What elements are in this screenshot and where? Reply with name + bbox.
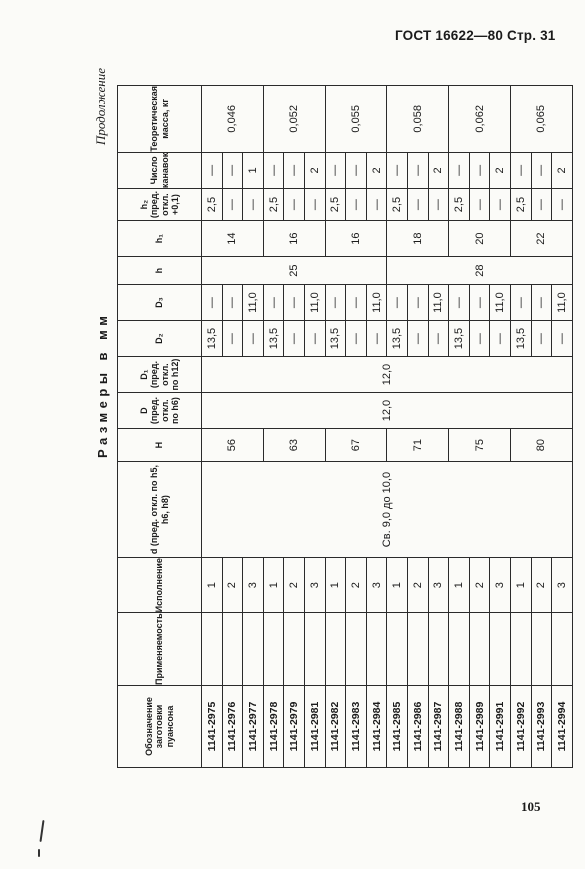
h1-cell: 18: [387, 221, 449, 257]
D3-cell: —: [202, 285, 223, 321]
D3-cell: —: [531, 285, 552, 321]
applicability-cell: [243, 613, 264, 686]
version-cell: 1: [202, 558, 223, 613]
h2-cell: —: [490, 189, 511, 221]
version-cell: 2: [284, 558, 305, 613]
designation-cell: 1141-2989: [469, 686, 490, 768]
h2-cell: 2,5: [202, 189, 223, 221]
applicability-cell: [284, 613, 305, 686]
designation-cell: 1141-2985: [387, 686, 408, 768]
h2-cell: —: [366, 189, 387, 221]
version-cell: 3: [552, 558, 573, 613]
designation-cell: 1141-2982: [325, 686, 346, 768]
D3-cell: —: [387, 285, 408, 321]
applicability-cell: [531, 613, 552, 686]
version-cell: 2: [222, 558, 243, 613]
D2-cell: —: [552, 321, 573, 357]
flats-cell: —: [325, 152, 346, 188]
header-flats: Число канавок: [118, 152, 202, 188]
H-cell: 63: [263, 429, 325, 462]
D2-cell: —: [366, 321, 387, 357]
h-cell: 25: [202, 257, 387, 285]
mass-cell: 0,046: [202, 85, 264, 152]
h-cell: 28: [387, 257, 572, 285]
header-mass: Теоретическая масса, кг: [118, 85, 202, 152]
D2-cell: —: [531, 321, 552, 357]
flats-cell: 2: [552, 152, 573, 188]
designation-cell: 1141-2992: [510, 686, 531, 768]
h1-cell: 20: [449, 221, 511, 257]
margin-mark: [39, 820, 44, 842]
D2-cell: —: [490, 321, 511, 357]
h1-cell: 22: [510, 221, 572, 257]
D3-cell: —: [222, 285, 243, 321]
flats-cell: —: [387, 152, 408, 188]
D2-cell: —: [284, 321, 305, 357]
header-D2: D₂: [118, 321, 202, 357]
applicability-cell: [202, 613, 223, 686]
H-cell: 80: [510, 429, 572, 462]
dimensions-table: [117, 85, 573, 768]
header-H: H: [118, 429, 202, 462]
page-header: ГОСТ 16622—80 Стр. 31: [395, 28, 556, 43]
h2-cell: 2,5: [387, 189, 408, 221]
flats-cell: 2: [490, 152, 511, 188]
designation-cell: 1141-2986: [407, 686, 428, 768]
h1-cell: 16: [325, 221, 387, 257]
applicability-cell: [263, 613, 284, 686]
D2-cell: 13,5: [325, 321, 346, 357]
D3-cell: —: [325, 285, 346, 321]
header-h1: h₁: [118, 221, 202, 257]
designation-cell: 1141-2991: [490, 686, 511, 768]
version-cell: 2: [407, 558, 428, 613]
D3-cell: 11,0: [243, 285, 264, 321]
D2-cell: —: [346, 321, 367, 357]
D3-cell: 11,0: [428, 285, 449, 321]
D2-cell: —: [243, 321, 264, 357]
version-cell: 1: [510, 558, 531, 613]
header-designation: Обозначение заготовки пуансона: [118, 686, 202, 768]
flats-cell: 1: [243, 152, 264, 188]
flats-cell: —: [222, 152, 243, 188]
h2-cell: —: [469, 189, 490, 221]
applicability-cell: [490, 613, 511, 686]
designation-cell: 1141-2979: [284, 686, 305, 768]
applicability-cell: [510, 613, 531, 686]
h2-cell: —: [222, 189, 243, 221]
h2-cell: 2,5: [449, 189, 470, 221]
D2-cell: 13,5: [202, 321, 223, 357]
designation-cell: 1141-2994: [552, 686, 573, 768]
h2-cell: 2,5: [510, 189, 531, 221]
h2-cell: —: [346, 189, 367, 221]
applicability-cell: [552, 613, 573, 686]
header-version: Исполнение: [118, 558, 202, 613]
applicability-cell: [304, 613, 325, 686]
applicability-cell: [469, 613, 490, 686]
rotated-table-block: [93, 48, 568, 768]
D3-cell: —: [263, 285, 284, 321]
designation-cell: 1141-2987: [428, 686, 449, 768]
h2-cell: —: [552, 189, 573, 221]
designation-cell: 1141-2983: [346, 686, 367, 768]
D-cell: 12,0: [202, 393, 573, 429]
mass-cell: 0,052: [263, 85, 325, 152]
h2-cell: —: [284, 189, 305, 221]
D2-cell: 13,5: [263, 321, 284, 357]
D3-cell: —: [346, 285, 367, 321]
h2-cell: —: [428, 189, 449, 221]
flats-cell: —: [202, 152, 223, 188]
designation-cell: 1141-2976: [222, 686, 243, 768]
flats-cell: —: [346, 152, 367, 188]
mass-cell: 0,062: [449, 85, 511, 152]
h1-cell: 14: [202, 221, 264, 257]
D2-cell: —: [407, 321, 428, 357]
designation-cell: 1141-2978: [263, 686, 284, 768]
D3-cell: 11,0: [366, 285, 387, 321]
D2-cell: —: [222, 321, 243, 357]
header-applicability: Применяемость: [118, 613, 202, 686]
flats-cell: —: [407, 152, 428, 188]
D1-cell: 12,0: [202, 357, 573, 393]
header-h2: h₂ (пред. откл. +0,1): [118, 189, 202, 221]
header-h: h: [118, 257, 202, 285]
D3-cell: —: [510, 285, 531, 321]
D2-cell: 13,5: [510, 321, 531, 357]
H-cell: 71: [387, 429, 449, 462]
H-cell: 67: [325, 429, 387, 462]
D3-cell: —: [469, 285, 490, 321]
H-cell: 75: [449, 429, 511, 462]
designation-cell: 1141-2988: [449, 686, 470, 768]
table-row: [202, 85, 223, 767]
flats-cell: 2: [304, 152, 325, 188]
designation-cell: 1141-2981: [304, 686, 325, 768]
h1-cell: 16: [263, 221, 325, 257]
version-cell: 1: [325, 558, 346, 613]
D2-cell: —: [428, 321, 449, 357]
flats-cell: —: [510, 152, 531, 188]
applicability-cell: [407, 613, 428, 686]
applicability-cell: [387, 613, 408, 686]
version-cell: 3: [243, 558, 264, 613]
D3-cell: 11,0: [304, 285, 325, 321]
flats-cell: —: [469, 152, 490, 188]
applicability-cell: [428, 613, 449, 686]
header-D3: D₃: [118, 285, 202, 321]
designation-cell: 1141-2977: [243, 686, 264, 768]
flats-cell: —: [263, 152, 284, 188]
flats-cell: 2: [428, 152, 449, 188]
D2-cell: 13,5: [387, 321, 408, 357]
D3-cell: 11,0: [552, 285, 573, 321]
flats-cell: —: [284, 152, 305, 188]
D2-cell: 13,5: [449, 321, 470, 357]
h2-cell: —: [531, 189, 552, 221]
applicability-cell: [366, 613, 387, 686]
version-cell: 3: [428, 558, 449, 613]
version-cell: 1: [263, 558, 284, 613]
D2-cell: —: [304, 321, 325, 357]
version-cell: 3: [366, 558, 387, 613]
applicability-cell: [449, 613, 470, 686]
mass-cell: 0,058: [387, 85, 449, 152]
D3-cell: 11,0: [490, 285, 511, 321]
D3-cell: —: [407, 285, 428, 321]
H-cell: 56: [202, 429, 264, 462]
header-D: D (пред. откл. по h6): [118, 393, 202, 429]
D2-cell: —: [469, 321, 490, 357]
continuation-label: Продолжение: [93, 68, 108, 146]
designation-cell: 1141-2975: [202, 686, 223, 768]
table-title: Размеры в мм: [95, 311, 110, 458]
version-cell: 3: [304, 558, 325, 613]
version-cell: 1: [387, 558, 408, 613]
applicability-cell: [325, 613, 346, 686]
designation-cell: 1141-2993: [531, 686, 552, 768]
flats-cell: —: [449, 152, 470, 188]
version-cell: 2: [531, 558, 552, 613]
h2-cell: —: [304, 189, 325, 221]
d-cell: Св. 9,0 до 10,0: [202, 462, 573, 558]
applicability-cell: [222, 613, 243, 686]
D3-cell: —: [284, 285, 305, 321]
version-cell: 2: [469, 558, 490, 613]
page-number: 105: [521, 799, 541, 814]
table-title-line: [93, 68, 115, 768]
header-d: d (пред. откл. по h5, h6, h8): [118, 462, 202, 558]
header-D1: D₁ (пред. откл. по h12): [118, 357, 202, 393]
flats-cell: 2: [366, 152, 387, 188]
mass-cell: 0,065: [510, 85, 572, 152]
mass-cell: 0,055: [325, 85, 387, 152]
version-cell: 3: [490, 558, 511, 613]
h2-cell: 2,5: [325, 189, 346, 221]
h2-cell: 2,5: [263, 189, 284, 221]
h2-cell: —: [243, 189, 264, 221]
applicability-cell: [346, 613, 367, 686]
version-cell: 2: [346, 558, 367, 613]
margin-mark: [38, 849, 40, 857]
version-cell: 1: [449, 558, 470, 613]
designation-cell: 1141-2984: [366, 686, 387, 768]
D3-cell: —: [449, 285, 470, 321]
flats-cell: —: [531, 152, 552, 188]
h2-cell: —: [407, 189, 428, 221]
